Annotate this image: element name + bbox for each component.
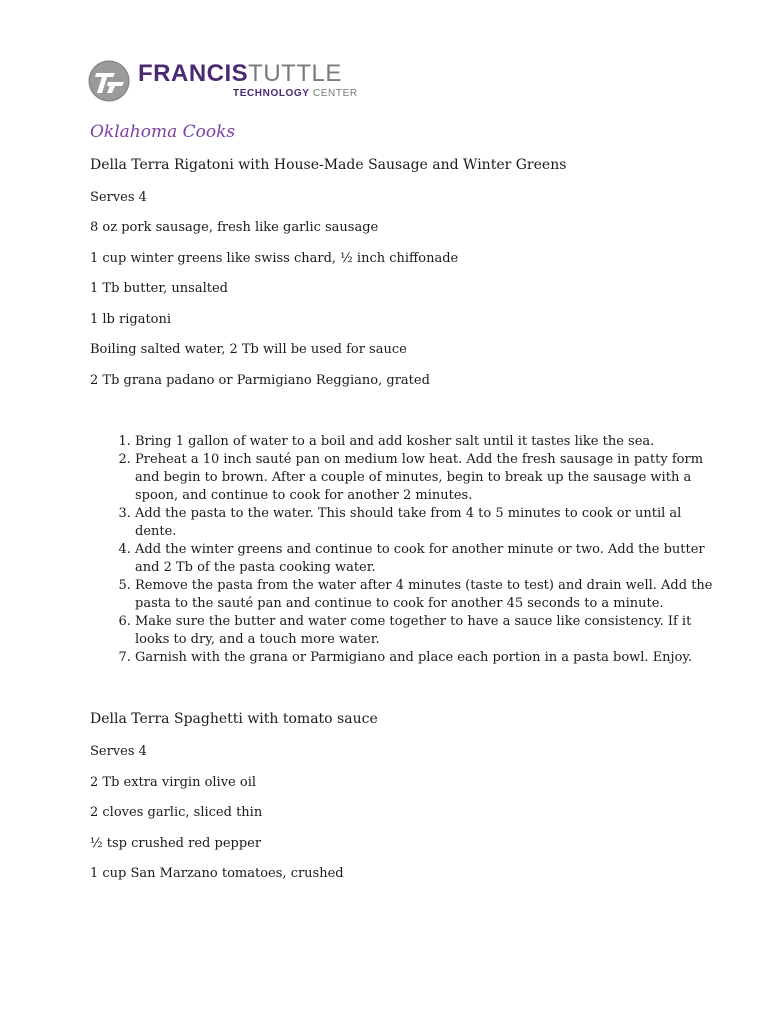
recipe1-serves: Serves 4 (90, 190, 147, 205)
logo-wordmark: FRANCISTUTTLE (138, 60, 342, 87)
recipe1-ingredient: Boiling salted water, 2 Tb will be used for sauce (90, 342, 407, 357)
recipe1-ingredient: 1 Tb butter, unsalted (90, 281, 228, 296)
recipe2-ingredient: ½ tsp crushed red pepper (90, 836, 262, 851)
recipe2-ingredient: 2 Tb extra virgin olive oil (90, 775, 257, 790)
recipe1-ingredient: 1 cup winter greens like swiss chard, ½ inch chiffonade (90, 251, 459, 266)
logo-subtitle: TECHNOLOGY CENTER (233, 88, 358, 99)
francis-tuttle-logo-mark-icon (88, 60, 130, 102)
recipe1-ingredient: 1 lb rigatoni (90, 312, 172, 327)
recipe1-steps (90, 433, 725, 667)
step-item: 4. Add the winter greens and continue to cook for another minute or two. Add the butter and 2 Tb of the pasta cooking water. (135, 541, 725, 577)
step-item: 1. Bring 1 gallon of water to a boil and add kosher salt until it tastes like the sea. (135, 433, 725, 451)
step-item: 2. Preheat a 10 inch sauté pan on medium low heat. Add the fresh sausage in patty form and begin to brown. After a couple of minutes, begin to break up the sausage with a spoon, and continue to cook for another 2 minutes. (135, 451, 725, 505)
step-item: 3. Add the pasta to the water. This should take from 4 to 5 minutes to cook or until al dente. (135, 505, 725, 541)
document-title: Oklahoma Cooks (90, 122, 236, 142)
recipe1-ingredient: 8 oz pork sausage, fresh like garlic sausage (90, 220, 379, 235)
recipe2-serves: Serves 4 (90, 744, 147, 759)
recipe1-title: Della Terra Rigatoni with House-Made Sausage and Winter Greens (90, 157, 567, 173)
step-item: 6. Make sure the butter and water come together to have a sauce like consistency. If it looks to dry, and a touch more water. (135, 613, 725, 649)
recipe1-ingredient: 2 Tb grana padano or Parmigiano Reggiano, grated (90, 373, 430, 388)
step-item: 7. Garnish with the grana or Parmigiano and place each portion in a pasta bowl. Enjoy. (135, 649, 725, 667)
francis-tuttle-logo (88, 58, 368, 106)
recipe2-title: Della Terra Spaghetti with tomato sauce (90, 711, 378, 727)
recipe2-ingredient: 1 cup San Marzano tomatoes, crushed (90, 866, 344, 881)
recipe2-ingredient: 2 cloves garlic, sliced thin (90, 805, 263, 820)
step-item: 5. Remove the pasta from the water after 4 minutes (taste to test) and drain well. Add the pasta to the sauté pan and continue to cook for another 45 seconds to a minute. (135, 577, 725, 613)
